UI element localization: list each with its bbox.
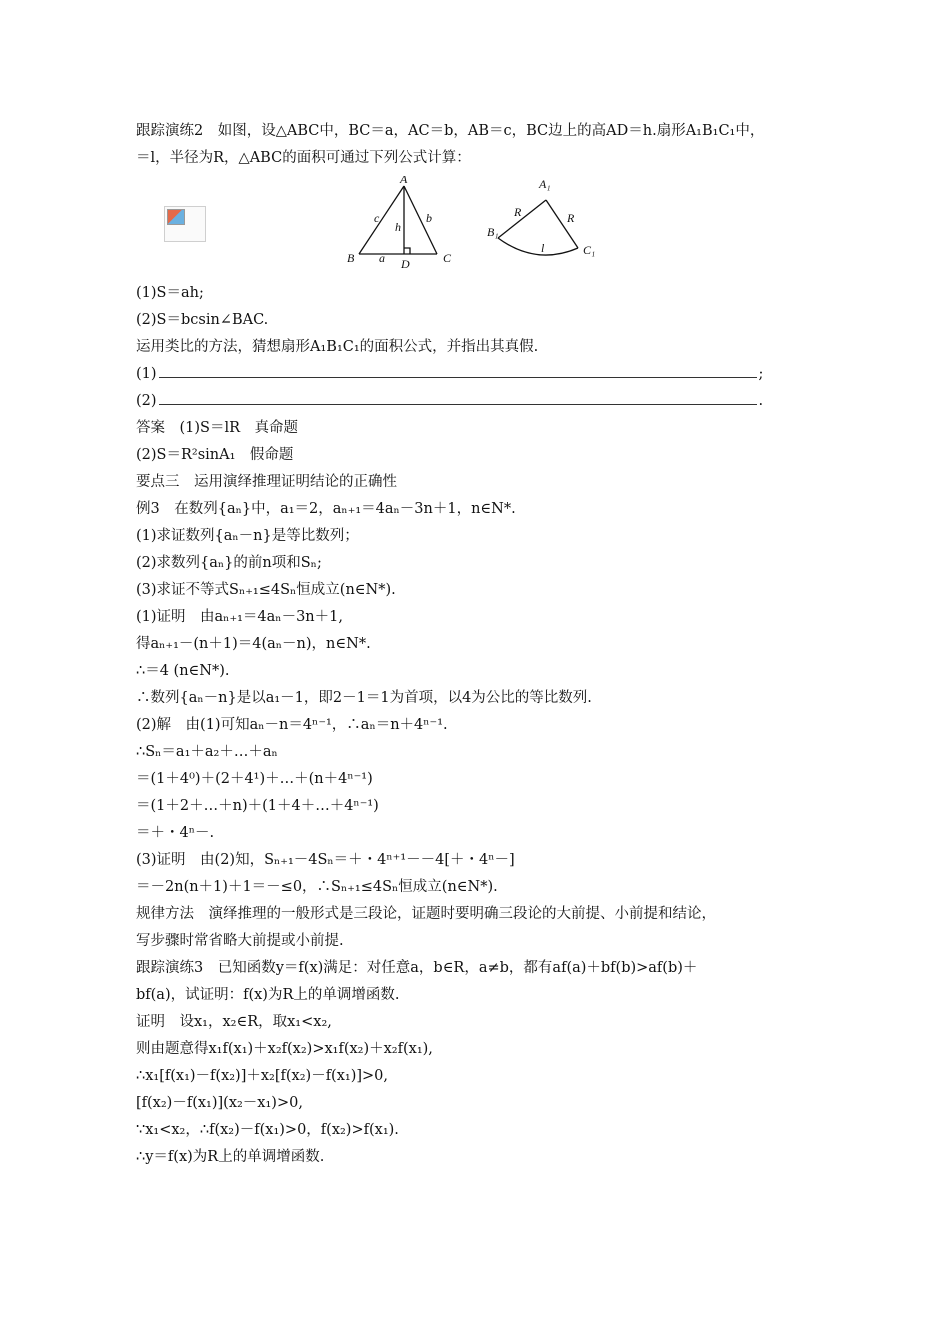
- method-note-1: 规律方法 演绎推理的一般形式是三段论，证题时要明确三段论的大前提、小前提和结论，: [136, 906, 716, 922]
- figure-row: [136, 172, 816, 280]
- blank-1: (1) ;: [136, 366, 764, 382]
- label-A1: A₁: [539, 177, 551, 191]
- proof-1-line-1: (1)证明 由aₙ₊₁＝4aₙ－3n＋1,: [136, 609, 343, 625]
- formula-1: (1)S＝ah;: [136, 285, 204, 301]
- blank-line-1[interactable]: [159, 365, 757, 378]
- solution-2-line-3: ＝(1＋4⁰)＋(2＋4¹)＋…＋(n＋4ⁿ⁻¹): [136, 771, 373, 787]
- analogy-question: 运用类比的方法，猜想扇形A₁B₁C₁的面积公式，并指出其真假.: [136, 339, 539, 355]
- label-l: l: [541, 241, 545, 255]
- document-page: [136, 118, 816, 1171]
- practice-3-line-1: 跟踪演练3 已知函数y＝f(x)满足：对任意a，b∈R，a≠b，都有af(a)＋bf(b)>af(b)＋: [136, 960, 698, 976]
- label-a: a: [379, 251, 385, 265]
- proof-3-line-2: ＝－2n(n＋1)＋1＝－≤0，∴Sₙ₊₁≤4Sₙ恒成立(n∈N*).: [136, 879, 498, 895]
- practice-3-proof-5: ∵x₁<x₂，∴f(x₂)－f(x₁)>0，f(x₂)>f(x₁).: [136, 1122, 399, 1138]
- section-heading: 要点三 运用演绎推理证明结论的正确性: [136, 474, 397, 490]
- label-b: b: [426, 211, 432, 225]
- practice-3-proof-4: [f(x₂)－f(x₁)](x₂－x₁)>0,: [136, 1095, 303, 1111]
- solution-2-line-1: (2)解 由(1)可知aₙ－n＝4ⁿ⁻¹，∴aₙ＝n＋4ⁿ⁻¹.: [136, 717, 448, 733]
- solution-2-line-2: ∴Sₙ＝a₁＋a₂＋…＋aₙ: [136, 744, 278, 760]
- solution-2-line-5: ＝＋・4ⁿ－.: [136, 825, 215, 841]
- formula-2: (2)S＝bcsin∠BAC.: [136, 312, 269, 328]
- practice-2-line-1: 跟踪演练2 如图，设△ABC中，BC＝a，AC＝b，AB＝c，BC边上的高AD＝h.扇形A₁B₁C₁中，: [136, 123, 765, 139]
- label-c: c: [374, 211, 380, 225]
- example-3: 例3 在数列{aₙ}中，a₁＝2，aₙ₊₁＝4aₙ－3n＋1，n∈N*.: [136, 501, 516, 517]
- blank-line-2[interactable]: [159, 392, 757, 405]
- broken-image-icon: [164, 206, 206, 242]
- practice-3-line-2: bf(a)，试证明：f(x)为R上的单调增函数.: [136, 987, 400, 1003]
- example-3-q2: (2)求数列{aₙ}的前n项和Sₙ;: [136, 555, 322, 571]
- practice-3-proof-3: ∴x₁[f(x₁)－f(x₂)]＋x₂[f(x₂)－f(x₁)]>0,: [136, 1068, 389, 1084]
- label-h: h: [395, 220, 401, 234]
- label-R-left: R: [514, 205, 522, 219]
- practice-3-proof-2: 则由题意得x₁f(x₁)＋x₂f(x₂)>x₁f(x₂)＋x₂f(x₁),: [136, 1041, 433, 1057]
- proof-1-line-4: ∴数列{aₙ－n}是以a₁－1，即2－1＝1为首项，以4为公比的等比数列.: [136, 690, 592, 706]
- label-B: B: [347, 251, 355, 265]
- practice-3-proof-1: 证明 设x₁，x₂∈R，取x₁<x₂,: [136, 1014, 332, 1030]
- practice-3-proof-6: ∴y＝f(x)为R上的单调增函数.: [136, 1149, 325, 1165]
- triangle-and-sector-figure: [341, 176, 621, 276]
- label-R-right: R: [567, 211, 575, 225]
- label-A: A: [400, 176, 408, 186]
- method-note-2: 写步骤时常省略大前提或小前提.: [136, 933, 344, 949]
- example-3-q3: (3)求证不等式Sₙ₊₁≤4Sₙ恒成立(n∈N*).: [136, 582, 396, 598]
- answer-1: 答案 (1)S＝lR 真命题: [136, 420, 299, 436]
- proof-3-line-1: (3)证明 由(2)知，Sₙ₊₁－4Sₙ＝＋・4ⁿ⁺¹－－4[＋・4ⁿ－]: [136, 852, 515, 868]
- proof-1-line-3: ∴＝4 (n∈N*).: [136, 663, 230, 679]
- answer-2: (2)S＝R²sinA₁ 假命题: [136, 447, 294, 463]
- label-B1: B₁: [487, 225, 499, 239]
- proof-1-line-2: 得aₙ₊₁－(n＋1)＝4(aₙ－n)，n∈N*.: [136, 636, 371, 652]
- blank-2: (2) .: [136, 393, 764, 409]
- example-3-q1: (1)求证数列{aₙ－n}是等比数列；: [136, 528, 359, 544]
- practice-2-line-2: ＝l，半径为R，△ABC的面积可通过下列公式计算：: [136, 150, 471, 166]
- label-C: C: [443, 251, 452, 265]
- label-D: D: [401, 257, 410, 271]
- solution-2-line-4: ＝(1＋2＋…＋n)＋(1＋4＋…＋4ⁿ⁻¹): [136, 798, 379, 814]
- label-C1: C₁: [583, 243, 596, 257]
